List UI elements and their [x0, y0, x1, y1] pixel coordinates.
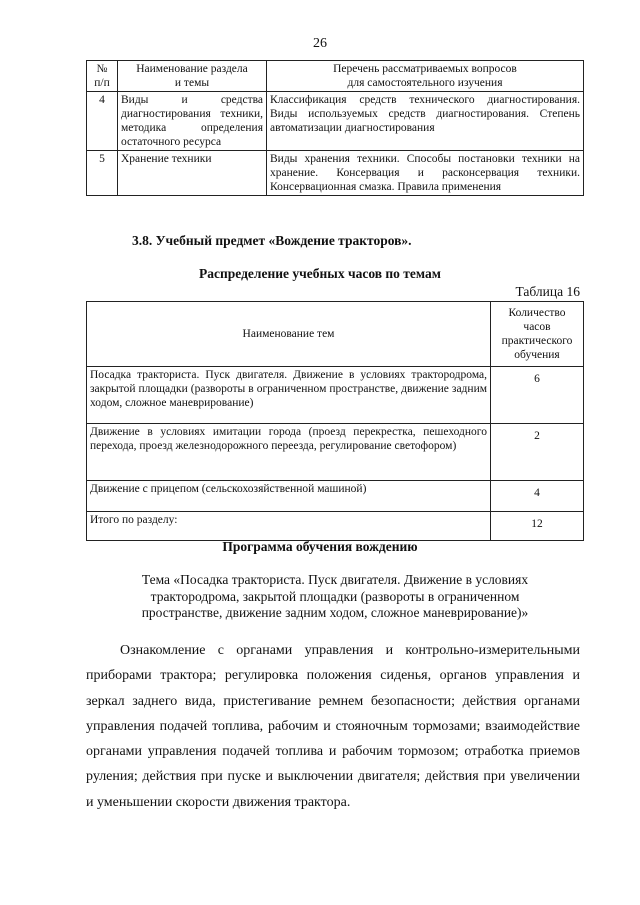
- row-topics: Классификация средств технического диагностирования. Виды используемых средств диагностирования. Степень автоматизации диагностирования: [267, 92, 584, 151]
- row-topics: Виды хранения техники. Способы постановки техники на хранение. Консервация и расконсервация техники. Консервационная смазка. Правила применения: [267, 151, 584, 196]
- hours-table: [86, 301, 584, 541]
- total-label: Итого по разделу:: [87, 512, 491, 541]
- topic-hours: 6: [491, 367, 584, 424]
- header-topic-name: Наименование тем: [87, 302, 491, 367]
- topic-hours: 4: [491, 481, 584, 512]
- hours-table-header: [87, 302, 584, 367]
- section-title: 3.8. Учебный предмет «Вождение тракторов».: [132, 233, 412, 248]
- header-section-name-text: Наименование раздела и темы: [136, 63, 248, 89]
- topic-name: Посадка тракториста. Пуск двигателя. Движение в условиях трактородрома, закрытой площадки (развороты в ограниченном пространстве, движение задним ходом, сложное маневрирование): [87, 367, 491, 424]
- table-row: [87, 367, 584, 424]
- table-row: [87, 424, 584, 481]
- total-row: [87, 512, 584, 541]
- row-section-name: Хранение техники: [118, 151, 267, 196]
- body-paragraph: Ознакомление с органами управления и контрольно-измерительными приборами трактора; регулировка положения сиденья, органов управления и зеркал заднего вида, пристегивание ремнем безопасности; действия органами управления подачей топлива, рабочим и стояночным тормозами; взаимодействие органами управления подачей топлива и рабочим тормозом; отработка приемов руления; действия при пуске и выключении двигателя; действия при увеличении и уменьшении скорости движения трактора.: [86, 643, 580, 810]
- header-number-text: № п/п: [94, 63, 110, 89]
- row-number: 5: [87, 151, 118, 196]
- header-number: [87, 61, 118, 92]
- table-row: [87, 151, 584, 196]
- table-row: [87, 481, 584, 512]
- program-title: Программа обучения вождению: [222, 539, 418, 554]
- table-label: Таблица 16: [515, 284, 580, 299]
- self-study-table: [86, 60, 584, 196]
- topic-name: Движение в условиях имитации города (проезд перекрестка, пешеходного перехода, проезд железнодорожного переезда, регулирование светофором): [87, 424, 491, 481]
- topic-title: Тема «Посадка тракториста. Пуск двигателя. Движение в условиях трактородрома, закрытой площадки (развороты в ограниченном пространстве, движение задним ходом, сложное маневрирование)»: [141, 572, 529, 620]
- total-hours: 12: [491, 512, 584, 541]
- row-number: 4: [87, 92, 118, 151]
- distribution-title: Распределение учебных часов по темам: [199, 266, 441, 281]
- header-topics: [267, 61, 584, 92]
- table-row: [87, 92, 584, 151]
- topic-name: Движение с прицепом (сельскохозяйственной машиной): [87, 481, 491, 512]
- row-section-name: Виды и средства диагностирования техники, методика определения остаточного ресурса: [118, 92, 267, 151]
- topic-hours: 2: [491, 424, 584, 481]
- header-topics-text: Перечень рассматриваемых вопросов для самостоятельного изучения: [333, 63, 517, 89]
- self-study-table-header: [87, 61, 584, 92]
- header-section-name: [118, 61, 267, 92]
- page-number: 26: [313, 36, 327, 51]
- header-hours: Количество часов практического обучения: [491, 302, 584, 367]
